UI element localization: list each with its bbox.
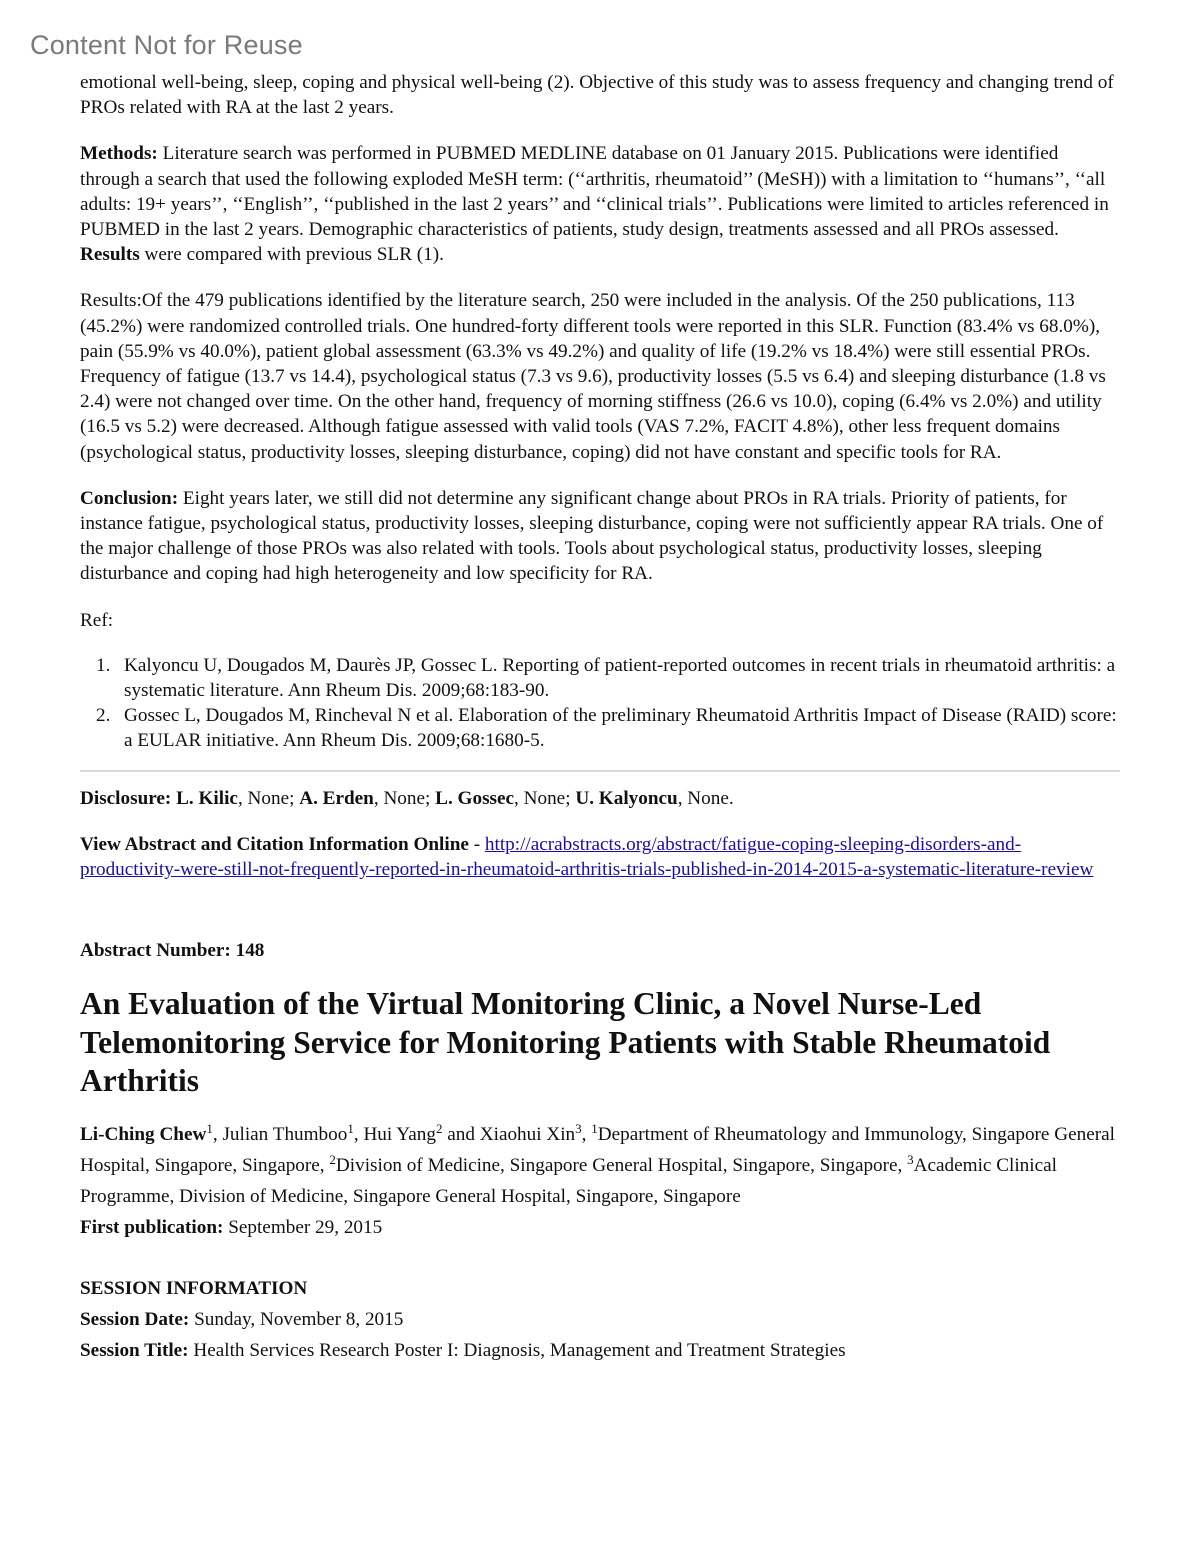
reference-text: Gossec L, Dougados M, Rincheval N et al. Elaboration of the preliminary Rheumatoid Arthritis Impact of Disease (RAID) score: a EULAR initiative. Ann Rheum Dis. 2009;68:1680-5. [124,705,1117,752]
affiliation-text: Academic Clinical Programme, Division of Medicine, Singapore General Hospital, Singapore, Singapore [80,1154,1057,1207]
reference-number: 2. [96,705,111,727]
affiliation-marker: 3 [575,1120,582,1136]
affiliation-text: Division of Medicine, Singapore General Hospital, Singapore, Singapore, [335,1154,908,1176]
reference-number: 1. [96,654,111,676]
abstract-link[interactable]: http://acrabstracts.org/abstract/fatigue-coping-sleeping-disorders-and-productivity-were-still-not-frequently-reported-in-rheumatoid-arthritis-trials-published-in-2014-2015-a-systematic-literature-review [80,833,1094,881]
methods-text: Literature search was performed in PUBMED MEDLINE database on 01 January 2015. Publications were identified through a search that used the following exploded MeSH term: (‘‘arthritis, rheumatoid’’ (MeSH)) with a limitation to ‘‘humans’’, ‘‘all adults: 19+ years’’, ‘‘English’’, ‘‘published in the last 2 years’’ and ‘‘clinical trials’’. Publications were limited to articles referenced in PUBMED in the last 2 years. Demographic characteristics of patients, study design, treatments assessed and all PROs assessed. [80,143,1109,241]
methods-results-word: Results [80,244,140,266]
disclosure-author: L. Kilic [176,787,238,809]
author-name: , Hui Yang [353,1123,436,1145]
document-body [80,70,1120,1366]
session-title-row [80,1335,1120,1366]
disclosure-status: , None; [514,787,576,809]
reference-text: Kalyoncu U, Dougados M, Daurès JP, Gossec L. Reporting of patient-reported outcomes in recent trials in rheumatoid arthritis: a systematic literature. Ann Rheum Dis. 2009;68:183-90. [124,654,1116,702]
session-date-label: Session Date: [80,1308,190,1330]
reference-item [80,703,1120,753]
disclosure-status: , None. [677,787,734,809]
disclosure-paragraph [80,786,1120,811]
session-heading: SESSION INFORMATION [80,1277,308,1299]
first-publication-label: First publication: [80,1216,224,1238]
disclosure-status: , None; [373,787,436,809]
authors-affiliations [80,1119,1120,1243]
author-name: Li-Ching Chew [80,1123,207,1145]
separator: , [581,1123,592,1145]
disclosure-status: , None; [237,787,300,809]
methods-paragraph [80,141,1120,267]
affiliation-marker: 1 [347,1120,354,1136]
reference-item [80,653,1120,703]
session-date-row [80,1304,1120,1335]
affiliation-marker: 1 [591,1120,598,1136]
author-name: and Xiaohui Xin [442,1123,576,1145]
disclosure-author: U. Kalyoncu [575,787,678,809]
session-title-label: Session Title: [80,1339,189,1361]
abstract-title: An Evaluation of the Virtual Monitoring Clinic, a Novel Nurse-Led Telemonitoring Service for Monitoring Patients with Stable Rheumatoid Arthritis [80,986,1051,1099]
affiliation-marker: 2 [435,1120,443,1136]
view-online-label: View Abstract and Citation Information Online [80,833,469,855]
view-online-paragraph [80,832,1120,882]
intro-paragraph: emotional well-being, sleep, coping and physical well-being (2). Objective of this study was to assess frequency and changing trend of PROs related with RA at the last 2 years. [80,72,1114,119]
affiliation-text: Department of Rheumatology and Immunology, Singapore General Hospital, Singapore, Singapore, [80,1123,1115,1176]
conclusion-label: Conclusion: [80,487,179,509]
affiliation-marker: 1 [206,1120,213,1136]
session-date-value: Sunday, November 8, 2015 [189,1308,404,1330]
methods-text-end: were compared with previous SLR (1). [139,244,444,266]
first-publication-date: September 29, 2015 [223,1216,383,1238]
methods-label: Methods: [80,143,158,165]
author-name: , Julian Thumboo [212,1123,348,1145]
view-online-dash: - [468,833,485,855]
disclosure-author: A. Erden [299,787,374,809]
reference-list [80,653,1120,754]
disclosure-author: L. Gossec [435,787,515,809]
section-divider [80,770,1120,772]
session-title-value: Health Services Research Poster I: Diagnosis, Management and Treatment Strategies [188,1339,846,1361]
affiliation-marker: 3 [907,1151,914,1167]
conclusion-paragraph [80,486,1120,587]
conclusion-text: Eight years later, we still did not determine any significant change about PROs in RA trials. Priority of patients, for instance fatigue, psychological status, productivity losses, sleeping disturbance, coping were not sufficiently appear RA trials. One of the major challenge of those PROs was also related with tools. Tools about psychological status, productivity losses, sleeping disturbance and coping had high heterogeneity and low specificity for RA. [80,487,1104,585]
disclosure-label: Disclosure: [80,787,172,809]
watermark: Content Not for Reuse [30,30,303,60]
results-paragraph: Results:Of the 479 publications identified by the literature search, 250 were included in the analysis. Of the 250 publications, 113 (45.2%) were randomized controlled trials. One hundred-forty different tools were reported in this SLR. Function (83.4% vs 68.0%), pain (55.9% vs 40.0%), patient global assessment (63.3% vs 49.2%) and quality of life (19.2% vs 18.4%) were still essential PROs. Frequency of fatigue (13.7 vs 14.4), psychological status (7.3 vs 9.6), productivity losses (5.5 vs 6.4) and sleeping disturbance (1.8 vs 2.4) were not changed over time. On the other hand, frequency of morning stiffness (26.6 vs 10.0), coping (6.4% vs 2.0%) and utility (16.5 vs 5.2) were decreased. Although fatigue assessed with valid tools (VAS 7.2%, FACIT 4.8%), other less frequent domains (psychological status, productivity losses, sleeping disturbance, coping) did not have constant and specific tools for RA. [80,290,1106,463]
ref-label: Ref: [80,609,114,631]
affiliation-marker: 2 [329,1151,336,1167]
abstract-number: Abstract Number: 148 [80,940,265,962]
